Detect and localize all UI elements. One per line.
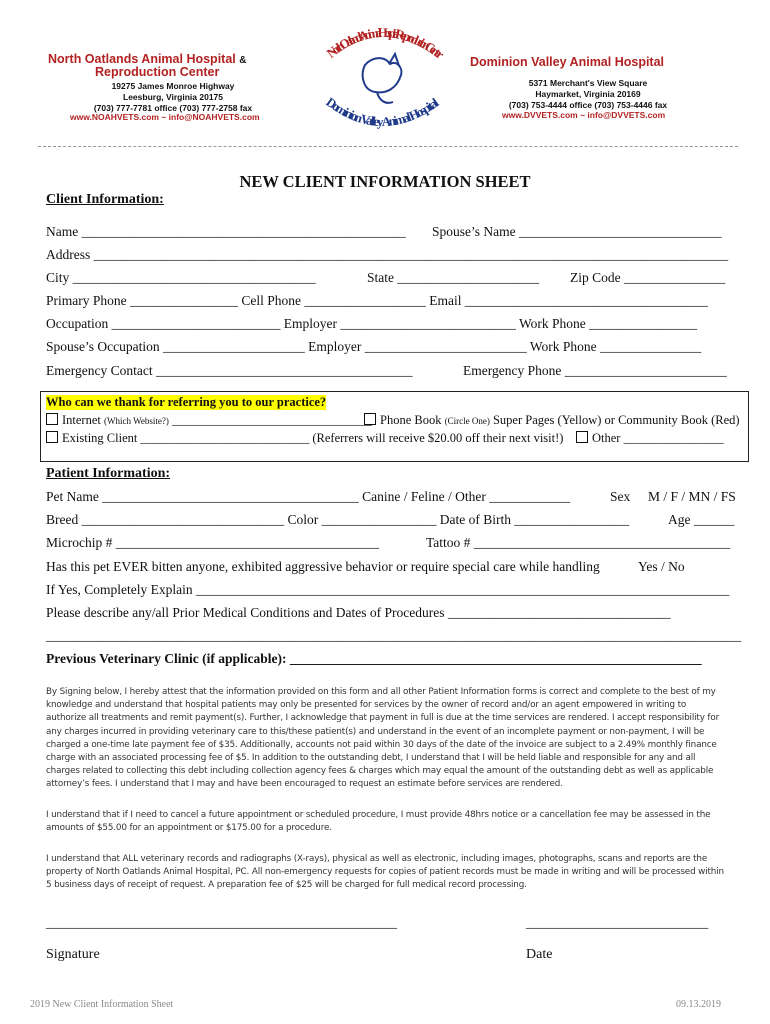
dominion-valley-name: Dominion Valley Animal Hospital xyxy=(470,55,665,69)
logo xyxy=(315,20,450,140)
prior-medical-conditions-field[interactable]: Please describe any/all Prior Medical Conditions and Dates of Procedures _________________________________ xyxy=(46,605,671,620)
explain-field[interactable]: If Yes, Completely Explain _______________________________________________________________________________ xyxy=(46,582,730,597)
date-line[interactable]: ___________________________ xyxy=(526,915,709,930)
logo-bottom-text: Dominion Valley Animal Hospital xyxy=(323,94,442,130)
spouse-name-field[interactable]: Spouse’s Name ______________________________ xyxy=(432,224,722,239)
north-oatlands-web: www.NOAHVETS.com ~ info@NOAHVETS.com xyxy=(70,112,260,122)
attestation-paragraph: By Signing below, I hereby attest that the information provided on this form and all other Patient Information forms is correct and complete to the best of my knowledge and understand that hospital patients may only be presented for services by the owner of record and/or an agent empowered in writing to authorize all treatments and remit payment(s). Further, I acknowledge that payment in full is due at the time services are rendered. I accept responsibility for any charges incurred in providing veterinary care to this/these patient(s) and understand in the event of an incomplete payment or non-payment, I will be charged a one-time late payment fee of $35. Additionally, accounts not paid within 30 days of the date of the invoice are subject to a 2.49% monthly finance charge with an associated processing fee of $5. In addition to the outstanding debt, I understand that I will be held liable and responsible for any and all charges related to collecting this debt including collection agency fees & charges which may equal the amount of the outstanding debt as well as applicable attorney’s fees. I understand that I may and have been encouraged to request an estimate before services are rendered. xyxy=(46,687,720,790)
north-oatlands-address: 19275 James Monroe Highway Leesburg, Virginia 20175 (703) 777-7781 office (703) 777-2758 fax xyxy=(93,81,253,113)
occupation-fields[interactable]: Occupation _________________________ Employer __________________________ Work Phone ________________ xyxy=(46,316,698,331)
dominion-valley-web: www.DVVETS.com ~ info@DVVETS.com xyxy=(502,110,666,120)
cancellation-paragraph: I understand that if I need to cancel a future appointment or scheduled procedure, I must provide 48hrs notice or a cancellation fee may be assessed in the amounts of $55.00 for an appointment or $175.00 for a procedure. xyxy=(46,810,711,834)
date-label: Date xyxy=(526,947,553,962)
referral-question: Who can we thank for referring you to our practice? xyxy=(46,395,327,409)
microchip-field[interactable]: Microchip # _______________________________________ xyxy=(46,535,379,550)
header-divider xyxy=(38,146,738,147)
existing-client-checkbox[interactable] xyxy=(46,431,58,443)
signature-line[interactable]: ____________________________________________________ xyxy=(46,915,397,930)
referral-internet-option[interactable]: Internet (Which Website?) ________________________________ xyxy=(46,413,372,428)
address-field[interactable]: Address ______________________________________________________________________________________________ xyxy=(46,247,729,262)
city-field[interactable]: City ____________________________________ xyxy=(46,270,316,285)
form-title: NEW CLIENT INFORMATION SHEET xyxy=(239,172,531,191)
client-information-heading: Client Information: xyxy=(46,192,164,207)
other-checkbox[interactable] xyxy=(576,431,588,443)
previous-vet-clinic-field[interactable]: Previous Veterinary Clinic (if applicable): _____________________________________________________________ xyxy=(46,651,702,666)
north-oatlands-name: North Oatlands Animal Hospital & xyxy=(48,52,247,66)
referral-existing-client-option[interactable]: Existing Client ___________________________ (Referrers will receive $20.00 off their next visit!) xyxy=(46,431,563,446)
pet-name-species-field[interactable]: Pet Name ______________________________________ Canine / Feline / Other ____________ xyxy=(46,489,571,504)
referral-phonebook-option[interactable]: Phone Book (Circle One) Super Pages (Yellow) or Community Book (Red) xyxy=(364,413,740,428)
state-field[interactable]: State _____________________ xyxy=(367,270,540,285)
logo-top-text: North Oatlands Animal Hospital Reproduction Center xyxy=(323,24,448,62)
internet-checkbox[interactable] xyxy=(46,413,58,425)
patient-information-heading: Patient Information: xyxy=(46,466,171,481)
footer-right: 09.13.2019 xyxy=(676,999,721,1010)
north-oatlands-name-2: Reproduction Center xyxy=(95,65,220,79)
spouse-occupation-fields[interactable]: Spouse’s Occupation _____________________ Employer ________________________ Work Phone _______________ xyxy=(46,339,702,354)
zip-code-field[interactable]: Zip Code _______________ xyxy=(570,270,726,285)
dominion-valley-address: 5371 Merchant's View Square Haymarket, Virginia 20169 (703) 753-4444 office (703) 753-4446 fax xyxy=(508,78,668,110)
referral-other-option[interactable]: Other ________________ xyxy=(576,431,724,446)
breed-color-dob-field[interactable]: Breed ______________________________ Color _________________ Date of Birth _________________ xyxy=(46,512,630,527)
signature-label: Signature xyxy=(46,947,100,962)
sex-label: Sex xyxy=(610,489,631,504)
sex-options[interactable]: M / F / MN / FS xyxy=(648,489,736,504)
records-paragraph: I understand that ALL veterinary records and radiographs (X-rays), physical as well as electronic, including images, photographs, scans and reports are the property of North Oatlands Animal Hospital, PC. All non-emergency requests for copies of patient records must be made in writing and will be processed within 5 business days of receipt of request. A preparation fee of $25 will be charged for full medical record processing. xyxy=(46,854,724,891)
tattoo-field[interactable]: Tattoo # ______________________________________ xyxy=(426,535,731,550)
aggression-yes-no[interactable]: Yes / No xyxy=(638,559,685,574)
phone-email-fields[interactable]: Primary Phone ________________ Cell Phone __________________ Email ____________________________________ xyxy=(46,293,708,308)
prior-medical-conditions-line-2[interactable]: _______________________________________________________________________________________________________ xyxy=(46,628,742,643)
footer-left: 2019 New Client Information Sheet xyxy=(30,999,174,1010)
aggression-question: Has this pet EVER bitten anyone, exhibited aggressive behavior or require special care while handling xyxy=(46,559,600,574)
phone-book-checkbox[interactable] xyxy=(364,413,376,425)
emergency-contact-field[interactable]: Emergency Contact ______________________________________ xyxy=(46,363,413,378)
emergency-phone-field[interactable]: Emergency Phone ________________________ xyxy=(463,363,727,378)
name-field[interactable]: Name ________________________________________________ xyxy=(46,224,406,239)
age-field[interactable]: Age ______ xyxy=(668,512,735,527)
